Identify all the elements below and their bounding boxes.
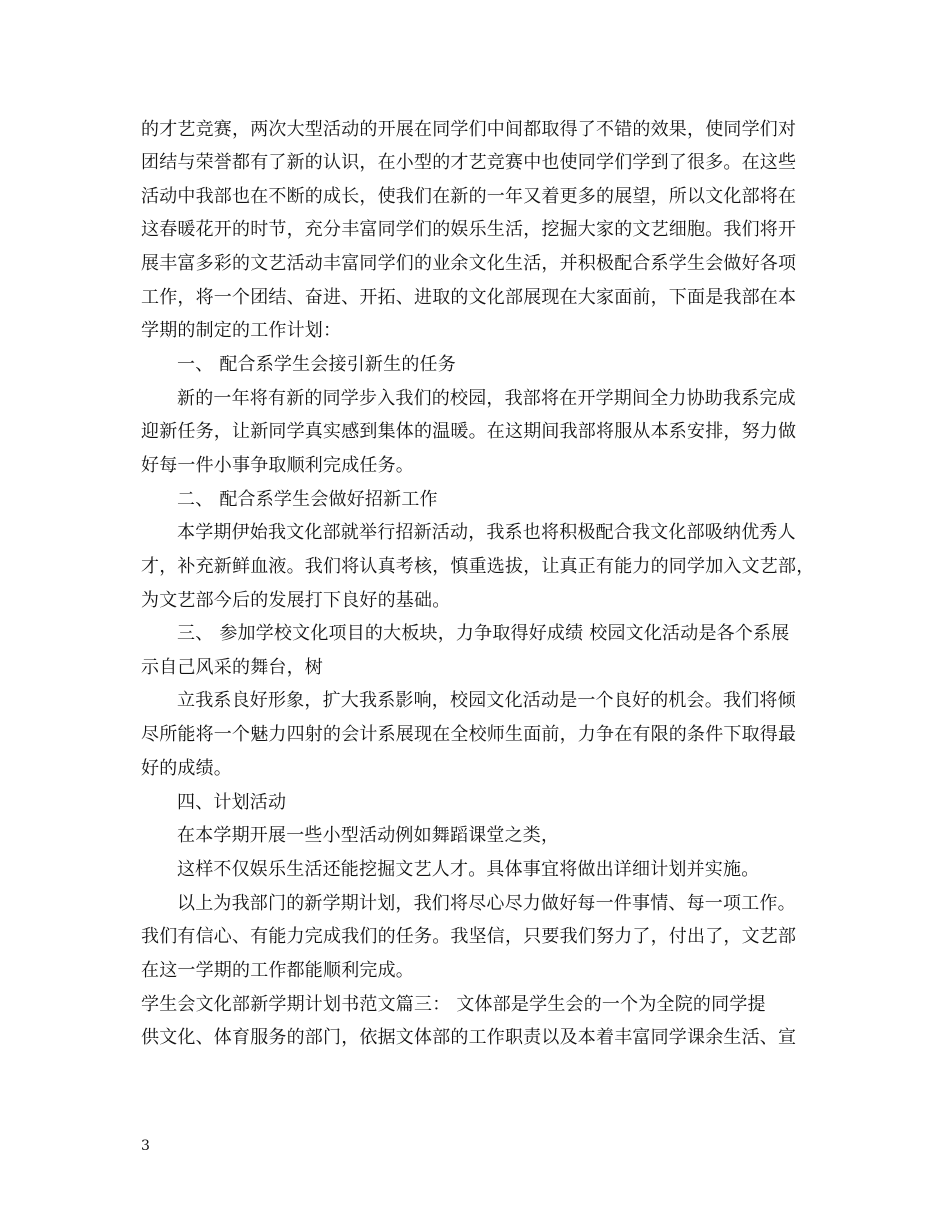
text-line-23: 这样不仅娱乐生活还能挖掘文艺人才。具体事宜将做出详细计划并实施。 [177, 859, 760, 880]
section-heading-3: 三、 参加学校文化项目的大板块，力争取得好成绩 校园文化活动是各个系展 [177, 623, 790, 644]
text-line-9: 新的一年将有新的同学步入我们的校园，我部将在开学期间全力协助我系完成 [177, 388, 796, 409]
text-line-14: 才，补充新鲜血液。我们将认真考核，慎重选拔，让真正有能力的同学加入文艺部， [141, 556, 815, 577]
text-line-15: 为文艺部今后的发展打下良好的基础。 [141, 590, 451, 611]
text-line-28: 供文化、体育服务的部门，依据文体部的工作职责以及本着丰富同学课余生活、宣 [141, 1027, 797, 1048]
text-line-13: 本学期伊始我文化部就举行招新活动，我系也将积极配合我文化部吸纳优秀人 [177, 522, 796, 543]
text-line-3: 活动中我部也在不断的成长，使我们在新的一年又着更多的展望，所以文化部将在 [141, 186, 797, 207]
text-line-24: 以上为我部门的新学期计划，我们将尽心尽力做好每一件事情、每一项工作。 [177, 893, 796, 914]
text-line-25: 我们有信心、有能力完成我们的任务。我坚信，只要我们努力了，付出了，文艺部 [141, 926, 797, 947]
text-line-26: 在这一学期的工作都能顺利完成。 [141, 960, 414, 981]
text-line-20: 好的成绩。 [141, 758, 232, 779]
text-line-1: 的才艺竞赛，两次大型活动的开展在同学们中间都取得了不错的效果，使同学们对 [141, 119, 797, 140]
section-heading-2: 二、 配合系学生会做好招新工作 [177, 489, 438, 510]
article-heading-line: 学生会文化部新学期计划书范文篇三： 文体部是学生会的一个为全院的同学提 [141, 994, 766, 1015]
text-line-5: 展丰富多彩的文艺活动丰富同学们的业余文化生活，并积极配合系学生会做好各项 [141, 253, 797, 274]
text-line-2: 团结与荣誉都有了新的认识，在小型的才艺竞赛中也使同学们学到了很多。在这些 [141, 152, 797, 173]
text-line-22: 在本学期开展一些小型活动例如舞蹈课堂之类， [177, 825, 560, 846]
text-line-10: 迎新任务，让新同学真实感到集体的温暖。在这期间我部将服从本系安排，努力做 [141, 421, 797, 442]
text-line-11: 好每一件小事争取顺利完成任务。 [141, 455, 414, 476]
text-line-19: 尽所能将一个魅力四射的会计系展现在全校师生面前，力争在有限的条件下取得最 [141, 724, 797, 745]
text-line-7: 学期的制定的工作计划： [141, 320, 342, 341]
text-line-6: 工作，将一个团结、奋进、开拓、进取的文化部展现在大家面前，下面是我部在本 [141, 287, 797, 308]
section-heading-4: 四、计划活动 [177, 792, 287, 813]
text-line-18: 立我系良好形象，扩大我系影响，校园文化活动是一个良好的机会。我们将倾 [177, 690, 796, 711]
text-line-17: 示自己风采的舞台，树 [141, 657, 323, 678]
page-number: 3 [141, 1138, 150, 1154]
section-heading-1: 一、 配合系学生会接引新生的任务 [177, 354, 456, 375]
text-line-4: 这春暖花开的时节，充分丰富同学们的娱乐生活，挖掘大家的文艺细胞。我们将开 [141, 219, 797, 240]
